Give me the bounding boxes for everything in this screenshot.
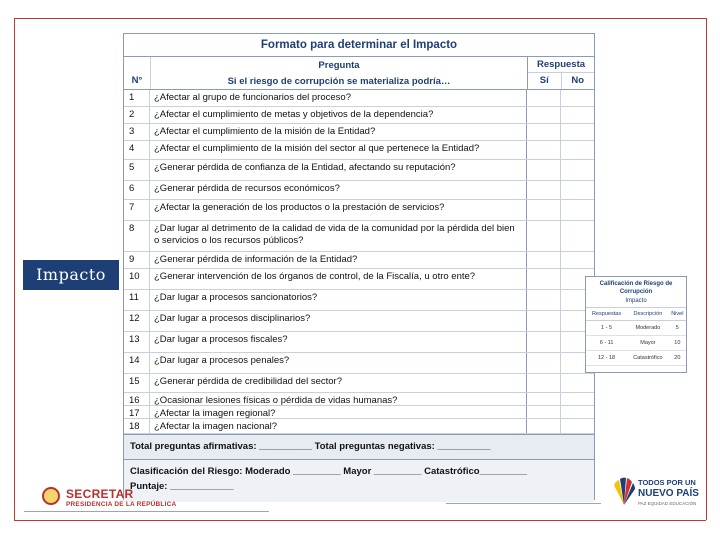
question-text: ¿Afectar la imagen regional? — [150, 406, 527, 418]
question-row — [124, 332, 594, 353]
question-row — [124, 221, 594, 252]
question-row — [124, 406, 594, 419]
question-text: ¿Generar pérdida de recursos económicos? — [150, 181, 527, 199]
answer-yes-cell[interactable] — [527, 141, 561, 159]
answer-yes-cell[interactable] — [527, 419, 561, 433]
question-number: 5 — [124, 160, 150, 180]
impacto-label: Impacto — [23, 260, 119, 290]
answer-yes-cell[interactable] — [527, 221, 561, 251]
question-text: ¿Dar lugar a procesos sancionatorios? — [150, 290, 527, 310]
question-number: 16 — [124, 393, 150, 405]
question-text: ¿Dar lugar a procesos fiscales? — [150, 332, 527, 352]
question-number: 2 — [124, 107, 150, 123]
header-yes: Sí — [528, 73, 562, 89]
frame-border-top — [14, 18, 706, 19]
question-number: 14 — [124, 353, 150, 373]
question-row — [124, 90, 594, 107]
question-text: ¿Afectar el cumplimiento de la misión del sector al que pertenece la Entidad? — [150, 141, 527, 159]
answer-no-cell[interactable] — [561, 141, 594, 159]
answer-yes-cell[interactable] — [527, 290, 561, 310]
answer-no-cell[interactable] — [561, 107, 594, 123]
brand-line-3: PAZ EQUIDAD EDUCACIÓN — [638, 501, 697, 506]
question-row — [124, 124, 594, 141]
answer-yes-cell[interactable] — [527, 200, 561, 220]
answer-yes-cell[interactable] — [527, 311, 561, 331]
question-text: ¿Afectar al grupo de funcionarios del proceso? — [150, 90, 527, 106]
answer-no-cell[interactable] — [561, 160, 594, 180]
answer-yes-cell[interactable] — [527, 90, 561, 106]
question-row — [124, 252, 594, 269]
question-text: ¿Ocasionar lesiones físicas o pérdida de vidas humanas? — [150, 393, 527, 405]
answer-no-cell[interactable] — [561, 419, 594, 433]
document-title: Formato para determinar el Impacto — [124, 34, 594, 57]
calification-table — [585, 276, 687, 373]
question-number: 3 — [124, 124, 150, 140]
calification-level: 5 — [669, 321, 686, 336]
answer-no-cell[interactable] — [561, 221, 594, 251]
answer-yes-cell[interactable] — [527, 181, 561, 199]
presidency-logo — [42, 487, 272, 509]
answer-yes-cell[interactable] — [527, 406, 561, 418]
question-row — [124, 141, 594, 160]
answer-yes-cell[interactable] — [527, 269, 561, 289]
header-no: No — [571, 75, 585, 86]
brand-line-2: NUEVO PAÍS — [638, 488, 699, 499]
question-number: 15 — [124, 374, 150, 392]
question-number: 7 — [124, 200, 150, 220]
question-row — [124, 160, 594, 181]
question-text: ¿Dar lugar a procesos disciplinarios? — [150, 311, 527, 331]
question-number: 17 — [124, 406, 150, 418]
question-text: ¿Afectar la generación de los productos o la prestación de servicios? — [150, 200, 527, 220]
answer-no-cell[interactable] — [561, 393, 594, 405]
calification-title: Calificación de Riesgo de Corrupción — [599, 281, 673, 295]
question-text: ¿Dar lugar a procesos penales? — [150, 353, 527, 373]
question-row — [124, 393, 594, 406]
question-number: 18 — [124, 419, 150, 433]
question-number: 1 — [124, 90, 150, 106]
question-text: ¿Afectar el cumplimiento de la misión de la Entidad? — [150, 124, 527, 140]
calification-level: 10 — [669, 336, 686, 351]
question-text: ¿Generar pérdida de confianza de la Entidad, afectando su reputación? — [150, 160, 527, 180]
table-header — [124, 57, 594, 90]
calification-row — [586, 351, 686, 366]
header-answer-title: Respuesta — [528, 57, 594, 73]
question-text: ¿Generar pérdida de credibilidad del sector? — [150, 374, 527, 392]
answer-no-cell[interactable] — [561, 124, 594, 140]
fan-logo-icon — [612, 477, 636, 505]
calification-subtitle: Impacto — [586, 296, 686, 308]
header-question — [151, 57, 528, 89]
question-text: ¿Afectar el cumplimiento de metas y objetivos de la dependencia? — [150, 107, 527, 123]
question-rows — [124, 90, 594, 434]
header-number: N° — [124, 57, 151, 89]
calification-level: 20 — [669, 351, 686, 366]
answer-no-cell[interactable] — [561, 200, 594, 220]
calification-row — [586, 321, 686, 336]
answer-yes-cell[interactable] — [527, 252, 561, 268]
question-text: ¿Dar lugar al detrimento de la calidad de vida de la comunidad por la pérdida del bien o servicios o los recursos públicos? — [150, 221, 527, 251]
secretaria-text: SECRETAR — [66, 487, 134, 501]
calification-header-description: Descripción — [627, 308, 669, 321]
footer-divider-right — [446, 503, 601, 504]
question-text: ¿Afectar la imagen nacional? — [150, 419, 527, 433]
frame-border-right — [706, 18, 707, 520]
answer-yes-cell[interactable] — [527, 353, 561, 373]
calification-range: 6 - 11 — [586, 336, 627, 351]
calification-range: 12 - 18 — [586, 351, 627, 366]
question-row — [124, 353, 594, 374]
answer-no-cell[interactable] — [561, 90, 594, 106]
answer-yes-cell[interactable] — [527, 124, 561, 140]
impact-format-document — [123, 33, 595, 500]
question-row — [124, 200, 594, 221]
question-row — [124, 419, 594, 434]
question-row — [124, 374, 594, 393]
coat-of-arms-icon — [42, 487, 60, 505]
answer-no-cell[interactable] — [561, 374, 594, 392]
brand-logo — [612, 475, 704, 515]
question-number: 4 — [124, 141, 150, 159]
question-number: 11 — [124, 290, 150, 310]
question-number: 13 — [124, 332, 150, 352]
answer-yes-cell[interactable] — [527, 107, 561, 123]
question-row — [124, 311, 594, 332]
classification-line: Clasificación del Riesgo: Moderado _________ Mayor _________ Catastrófico_________ — [130, 466, 528, 477]
question-number: 10 — [124, 269, 150, 289]
answer-yes-cell[interactable] — [527, 160, 561, 180]
calification-header-answers: Respuestas — [586, 308, 627, 321]
calification-range: 1 - 5 — [586, 321, 627, 336]
frame-border-bottom — [14, 520, 706, 521]
calification-description: Catastrófico — [627, 351, 669, 366]
question-row — [124, 181, 594, 200]
question-number: 8 — [124, 221, 150, 251]
calification-header-level: Nivel — [669, 308, 686, 321]
question-text: ¿Generar pérdida de información de la Entidad? — [150, 252, 527, 268]
question-number: 9 — [124, 252, 150, 268]
totals-line: Total preguntas afirmativas: __________ Total preguntas negativas: __________ — [124, 434, 594, 460]
question-row — [124, 290, 594, 311]
presidencia-text: PRESIDENCIA DE LA REPÚBLICA — [66, 501, 177, 508]
header-question-subtitle: Si el riesgo de corrupción se materializa podría… — [227, 75, 451, 87]
calification-description: Mayor — [627, 336, 669, 351]
answer-yes-cell[interactable] — [527, 332, 561, 352]
calification-row — [586, 336, 686, 351]
calification-description: Moderado — [627, 321, 669, 336]
answer-yes-cell[interactable] — [527, 393, 561, 405]
score-line: Puntaje: ____________ — [130, 481, 234, 492]
answer-no-cell[interactable] — [561, 406, 594, 418]
answer-no-cell[interactable] — [561, 181, 594, 199]
header-question-title: Pregunta — [318, 59, 360, 71]
question-text: ¿Generar intervención de los órganos de control, de la Fiscalía, u otro ente? — [150, 269, 527, 289]
answer-yes-cell[interactable] — [527, 374, 561, 392]
header-answer — [528, 57, 594, 89]
question-number: 12 — [124, 311, 150, 331]
question-number: 6 — [124, 181, 150, 199]
brand-line-1: TODOS POR UN — [638, 478, 696, 487]
question-row — [124, 269, 594, 290]
frame-border-left — [14, 18, 15, 520]
footer-divider-left — [24, 511, 269, 512]
question-row — [124, 107, 594, 124]
answer-no-cell[interactable] — [561, 252, 594, 268]
